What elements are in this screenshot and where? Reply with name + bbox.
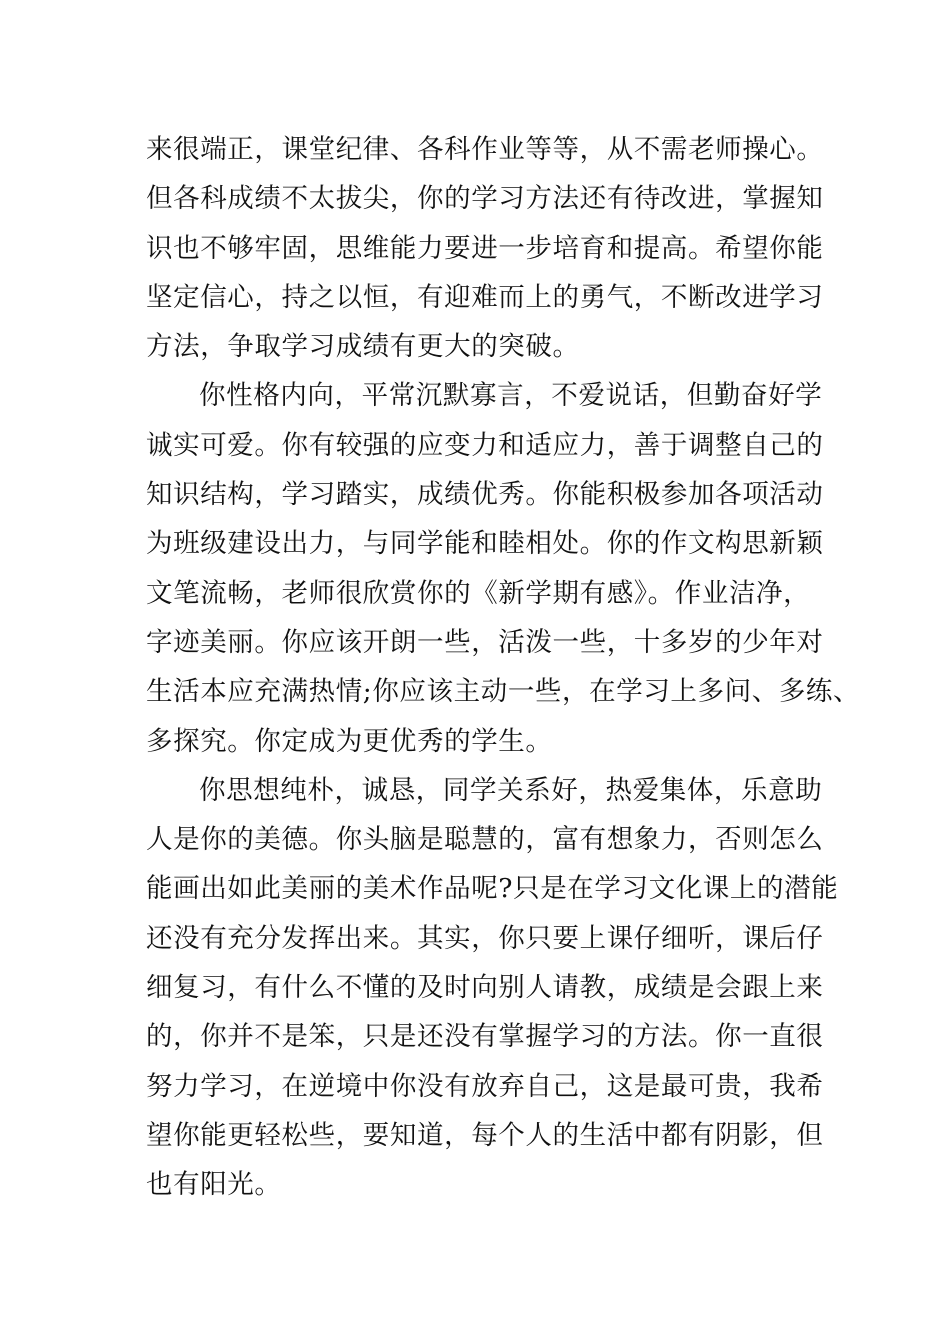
paragraph-1 — [146, 125, 836, 371]
text-line: 努力学习，在逆境中你没有放弃自己，这是最可贵，我希 — [146, 1070, 824, 1102]
text-line: 多探究。你定成为更优秀的学生。 — [146, 725, 553, 757]
text-line: 知识结构，学习踏实，成绩优秀。你能积极参加各项活动 — [146, 479, 824, 511]
paragraph-2 — [146, 371, 861, 765]
document-body — [146, 125, 861, 1210]
text-line: 的，你并不是笨，只是还没有掌握学习的方法。你一直很 — [146, 1021, 824, 1053]
text-line: 文笔流畅，老师很欣赏你的《新学期有感》。作业洁净， — [146, 577, 811, 609]
paragraph-3 — [146, 766, 839, 1210]
text-line: 还没有充分发挥出来。其实，你只要上课仔细听，课后仔 — [146, 922, 824, 954]
text-line: 来很端正，课堂纪律、各科作业等等，从不需老师操心。 — [146, 134, 824, 165]
text-line: 方法，争取学习成绩有更大的突破。 — [146, 331, 580, 363]
text-line: 你性格内向，平常沉默寡言，不爱说话，但勤奋好学 — [199, 380, 823, 412]
text-line: 识也不够牢固，思维能力要进一步培育和提高。希望你能 — [146, 232, 824, 264]
text-line: 你思想纯朴，诚恳，同学关系好，热爱集体，乐意助 — [199, 774, 823, 806]
text-line: 能画出如此美丽的美术作品呢?只是在学习文化课上的潜能 — [146, 873, 839, 905]
text-line: 字迹美丽。你应该开朗一些，活泼一些，十多岁的少年对 — [146, 626, 824, 658]
text-line: 人是你的美德。你头脑是聪慧的，富有想象力，否则怎么 — [146, 824, 824, 856]
text-line: 生活本应充满热情;你应该主动一些，在学习上多问、多练、 — [146, 676, 861, 708]
text-line: 坚定信心，持之以恒，有迎难而上的勇气，不断改进学习 — [146, 281, 824, 313]
text-line: 诚实可爱。你有较强的应变力和适应力，善于调整自己的 — [146, 429, 824, 461]
text-line: 为班级建设出力，与同学能和睦相处。你的作文构思新颖 — [146, 528, 824, 560]
text-line: 也有阳光。 — [146, 1169, 282, 1201]
text-line: 但各科成绩不太拔尖，你的学习方法还有待改进，掌握知 — [146, 183, 824, 215]
text-line: 望你能更轻松些，要知道，每个人的生活中都有阴影，但 — [146, 1119, 824, 1151]
text-line: 细复习，有什么不懂的及时向别人请教，成绩是会跟上来 — [146, 972, 824, 1004]
